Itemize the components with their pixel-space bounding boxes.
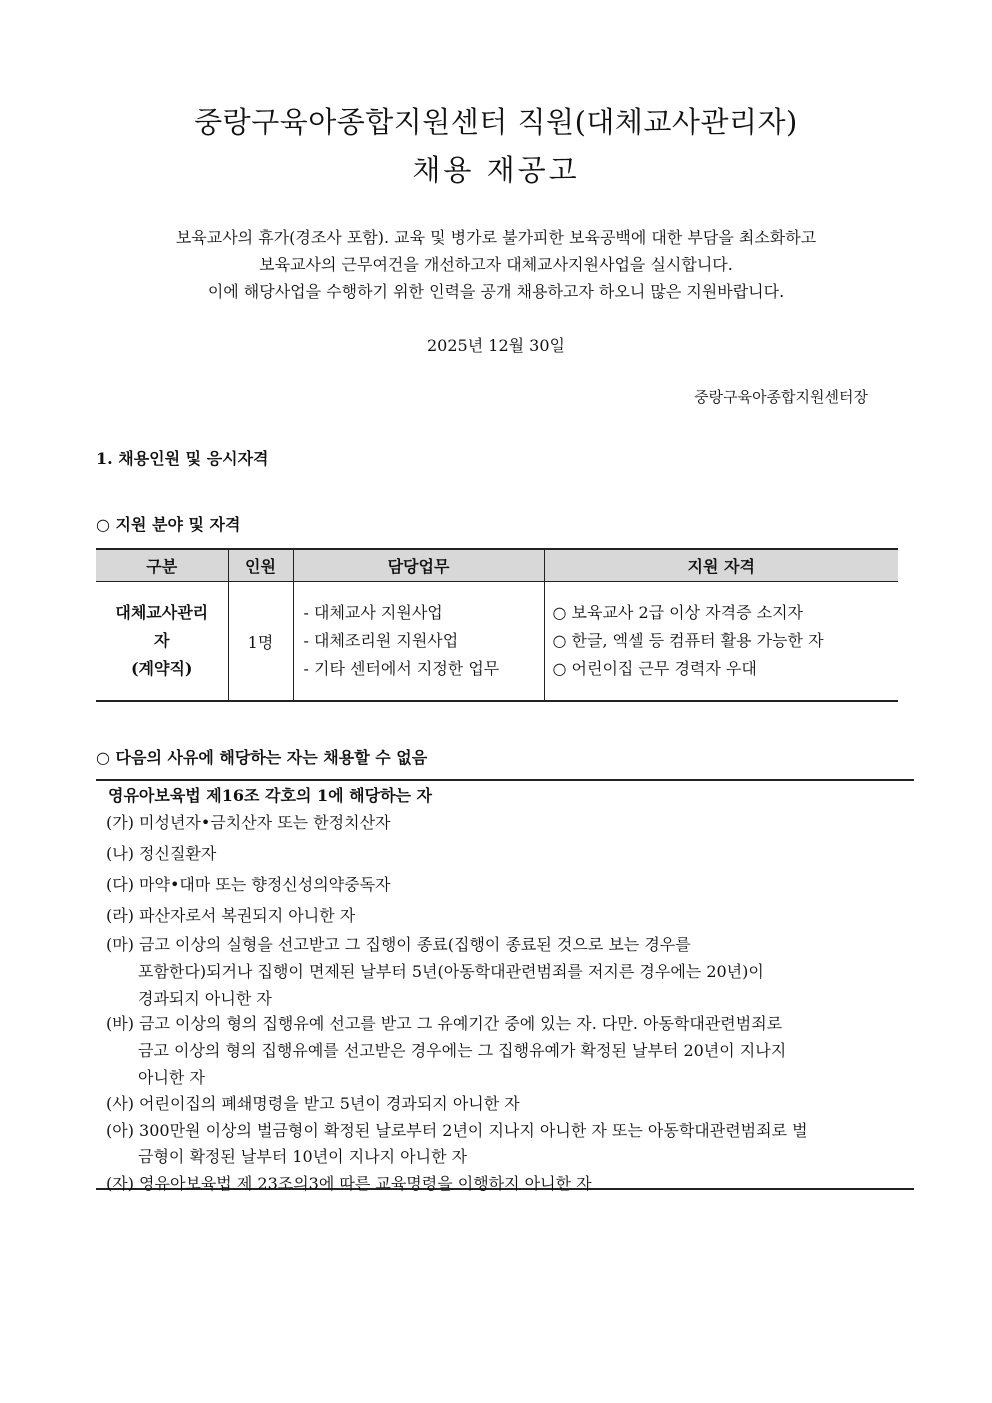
disqualification-item-continued: 경과되지 아니한 자 [138, 989, 272, 1008]
cell-count: 1명 [228, 582, 293, 702]
signature: 중랑구육아종합지원센터장 [694, 388, 868, 406]
duty-item: - 대체교사 지원사업 [303, 603, 443, 622]
disqualification-item: (자) 영유아보육법 제 23조의3에 따른 교육명령을 이행하지 아니한 자 [106, 1174, 592, 1193]
dept-line: (계약직) [130, 659, 193, 678]
dept-line: 대체교사관리 [115, 603, 209, 622]
disqualification-item-continued: 금형이 확정된 날부터 10년이 지나지 아니한 자 [138, 1147, 468, 1166]
subsection-heading-qualification: ○ 지원 분야 및 자격 [96, 515, 241, 534]
cell-duties [293, 582, 544, 702]
section-heading-1: 1. 채용인원 및 응시자격 [96, 449, 269, 468]
disqualification-item: (가) 미성년자•금치산자 또는 한정치산자 [106, 813, 391, 832]
disqualification-item: (나) 정신질환자 [106, 844, 217, 863]
duty-item: - 대체조리원 지원사업 [303, 631, 459, 650]
cell-department [96, 582, 228, 702]
disqualification-item: (다) 마약•대마 또는 향정신성의약중독자 [106, 875, 391, 894]
recruitment-table [96, 548, 898, 702]
disqualification-item: (바) 금고 이상의 형의 집행유예 선고를 받고 그 유예기간 중에 있는 자. 다만. 아동학대관련범죄로 [106, 1014, 783, 1033]
dept-line: 자 [154, 631, 170, 650]
disqualification-box [96, 779, 914, 1193]
table-row [96, 582, 898, 702]
intro-line-1: 보육교사의 휴가(경조사 포함). 교육 및 병가로 불가피한 보육공백에 대한 부담을 최소화하고 [175, 228, 817, 247]
header-qualification: 지원 자격 [544, 549, 898, 582]
disqualification-item: (라) 파산자로서 복권되지 아니한 자 [106, 906, 356, 925]
header-count: 인원 [228, 549, 293, 582]
title-line-1: 중랑구육아종합지원센터 직원(대체교사관리자) [194, 105, 798, 139]
header-category: 구분 [96, 549, 228, 582]
announcement-date: 2025년 12월 30일 [427, 336, 565, 355]
qualification-item: ○ 한글, 엑셀 등 컴퓨터 활용 가능한 자 [552, 631, 824, 650]
intro-line-2: 보육교사의 근무여건을 개선하고자 대체교사지원사업을 실시합니다. [259, 255, 733, 274]
qualification-item: ○ 보육교사 2급 이상 자격증 소지자 [552, 603, 803, 622]
disqualification-item: (마) 금고 이상의 실형을 선고받고 그 집행이 종료(집행이 종료된 것으로 보는 경우를 [106, 935, 691, 954]
disqualification-header: 영유아보육법 제16조 각호의 1에 해당하는 자 [108, 786, 433, 805]
subsection-heading-disqualification: ○ 다음의 사유에 해당하는 자는 채용할 수 없음 [96, 748, 428, 767]
title-line-2: 채용 재공고 [412, 153, 580, 187]
disqualification-item: (사) 어린이집의 폐쇄명령을 받고 5년이 경과되지 아니한 자 [106, 1094, 520, 1113]
duty-item: - 기타 센터에서 지정한 업무 [303, 659, 500, 678]
disqualification-item-continued: 아니한 자 [138, 1068, 205, 1087]
header-duty: 담당업무 [293, 549, 544, 582]
qualification-item: ○ 어린이집 근무 경력자 우대 [552, 659, 757, 678]
table-header-row [96, 549, 898, 582]
disqualification-item: (아) 300만원 이상의 벌금형이 확정된 날로부터 2년이 지나지 아니한 자 또는 아동학대관련범죄로 벌 [106, 1121, 808, 1140]
disqualification-item-continued: 포함한다)되거나 집행이 면제된 날부터 5년(아동학대관련범죄를 저지른 경우에는 20년)이 [138, 962, 764, 981]
disqualification-item-continued: 금고 이상의 형의 집행유예를 선고받은 경우에는 그 집행유예가 확정된 날부터 20년이 지나지 [138, 1041, 787, 1060]
intro-line-3: 이에 해당사업을 수행하기 위한 인력을 공개 채용하고자 하오니 많은 지원바랍니다. [207, 282, 785, 301]
cell-qualifications [544, 582, 898, 702]
